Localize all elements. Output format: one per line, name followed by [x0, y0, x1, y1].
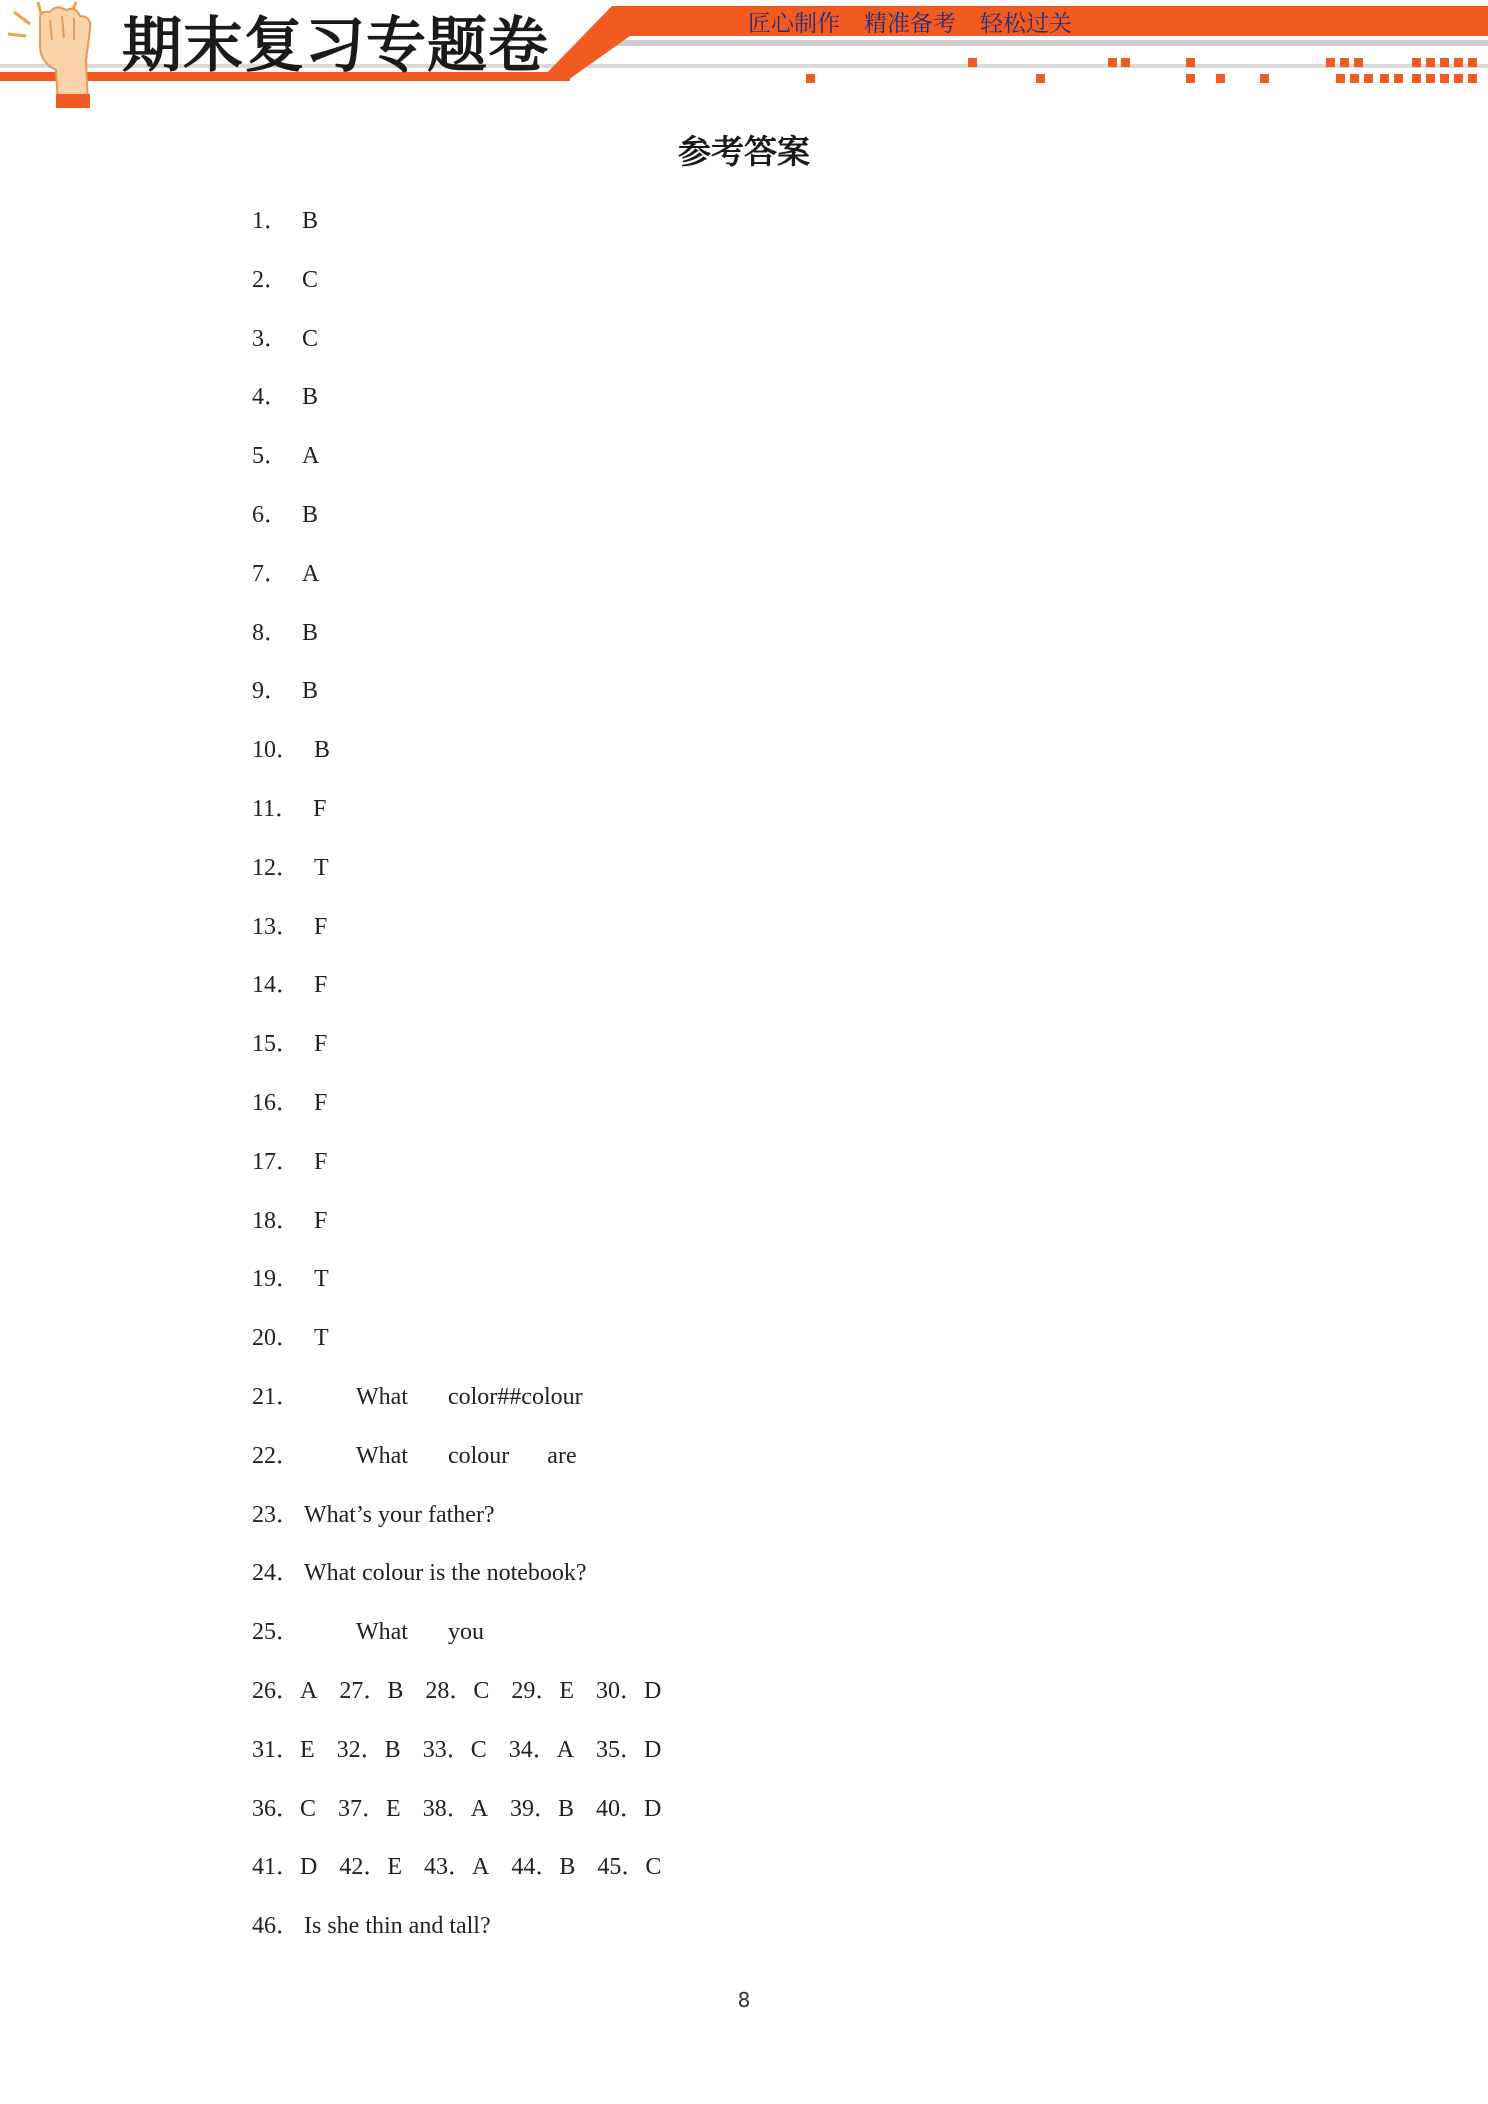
- answer: E: [386, 1795, 401, 1822]
- question-number: 26．: [252, 1677, 300, 1704]
- answer-word: color##colour: [447, 1383, 583, 1410]
- question-number: 1．: [252, 208, 288, 234]
- answer-cell: [596, 1670, 661, 1712]
- list-item: [252, 1317, 683, 1376]
- answer-cell: [338, 1788, 401, 1830]
- answer: B: [559, 1854, 576, 1881]
- question-number: 37．: [338, 1795, 387, 1822]
- question-number: 38．: [422, 1795, 471, 1822]
- answer-word: you: [447, 1619, 484, 1646]
- question-number: 39．: [510, 1795, 559, 1822]
- answer-word: What: [356, 1442, 408, 1469]
- answer: B: [558, 1795, 575, 1822]
- question-number: 18．: [252, 1207, 300, 1234]
- list-item: [252, 670, 683, 729]
- header-tagline: [748, 6, 1072, 42]
- answer: A: [300, 1677, 318, 1704]
- answer-cell: [511, 1846, 575, 1888]
- answer: What colour is the notebook?: [304, 1560, 587, 1587]
- answer: B: [302, 619, 319, 646]
- list-item: [252, 1258, 683, 1317]
- question-number: 11．: [252, 795, 300, 822]
- answer: C: [302, 266, 319, 293]
- answer-list: [252, 200, 683, 1964]
- question-number: 2．: [252, 266, 288, 293]
- answer-cell: [597, 1846, 661, 1888]
- question-number: 41．: [252, 1854, 300, 1881]
- question-number: 16．: [252, 1089, 300, 1116]
- answer: F: [314, 913, 328, 940]
- answer-cell: [252, 1846, 317, 1888]
- tagline-item: 匠心制作: [748, 11, 840, 37]
- answer: A: [556, 1736, 575, 1763]
- question-number: 36．: [252, 1795, 300, 1822]
- question-number: 9．: [252, 678, 288, 705]
- answer: B: [302, 208, 319, 234]
- question-number: 29．: [511, 1677, 560, 1704]
- decor-squares: [806, 58, 1477, 83]
- answer: T: [314, 1266, 329, 1293]
- answer: Is she thin and tall?: [304, 1913, 491, 1940]
- list-item: [252, 612, 683, 671]
- answer-cell: [252, 1729, 315, 1771]
- question-number: 45．: [597, 1854, 646, 1881]
- answer-word: What: [356, 1619, 408, 1646]
- header-title: 期末复习专题卷: [122, 11, 549, 81]
- question-number: 14．: [252, 972, 300, 999]
- question-number: 7．: [252, 560, 288, 587]
- answer-cell: [425, 1670, 489, 1712]
- answer: E: [300, 1736, 315, 1763]
- question-number: 25．: [252, 1619, 300, 1646]
- answer: F: [314, 972, 328, 999]
- list-item: [252, 1494, 683, 1553]
- tagline-item: 轻松过关: [980, 11, 1072, 37]
- answer-cell: [423, 1788, 488, 1830]
- list-item: [252, 1200, 683, 1259]
- answer: B: [387, 1677, 404, 1704]
- list-item: [252, 1141, 683, 1200]
- answer: F: [314, 1207, 328, 1234]
- answer: B: [302, 678, 319, 705]
- question-number: 4．: [252, 384, 288, 411]
- answer-cell: [511, 1670, 574, 1712]
- answer-cell: [337, 1729, 401, 1771]
- question-number: 22．: [252, 1442, 300, 1469]
- answer: F: [313, 795, 327, 822]
- question-number: 33．: [422, 1736, 471, 1763]
- answer-cell: [596, 1788, 661, 1830]
- answer: E: [559, 1677, 575, 1704]
- question-number: 42．: [339, 1854, 388, 1881]
- answer-row: [252, 1788, 683, 1847]
- list-item: [252, 847, 683, 906]
- answer: C: [473, 1677, 490, 1704]
- answer: A: [472, 1854, 490, 1881]
- answer: F: [314, 1089, 328, 1116]
- list-item: [252, 729, 683, 788]
- list-item: [252, 376, 683, 435]
- list-item: [252, 553, 683, 612]
- answer: A: [302, 560, 320, 587]
- list-item: [252, 318, 683, 377]
- question-number: 35．: [596, 1736, 645, 1763]
- answer: C: [302, 325, 319, 352]
- list-item: [252, 1082, 683, 1141]
- answer: B: [302, 384, 319, 411]
- answer-cell: [424, 1846, 489, 1888]
- answer-row: [252, 1846, 683, 1905]
- question-number: 5．: [252, 443, 288, 470]
- answer-word: are: [547, 1442, 577, 1469]
- list-item: [252, 1552, 683, 1611]
- answer: F: [314, 1031, 328, 1058]
- question-number: 24．: [252, 1560, 300, 1587]
- answer: T: [314, 854, 329, 881]
- list-item: [252, 1611, 683, 1670]
- answer: C: [300, 1795, 317, 1822]
- answer-cell: [339, 1670, 403, 1712]
- answer: B: [302, 501, 319, 528]
- answer: A: [470, 1795, 489, 1822]
- list-item: [252, 494, 683, 553]
- list-item: [252, 1376, 683, 1435]
- answer: T: [314, 1325, 329, 1352]
- answer: C: [470, 1736, 487, 1763]
- list-item: [252, 1023, 683, 1082]
- question-number: 34．: [508, 1736, 557, 1763]
- answer-cell: [339, 1846, 402, 1888]
- list-item: [252, 200, 683, 259]
- question-number: 43．: [424, 1854, 473, 1881]
- answer: C: [645, 1854, 662, 1881]
- question-number: 8．: [252, 619, 288, 646]
- answer-word: colour: [447, 1442, 510, 1469]
- list-item: [252, 906, 683, 965]
- answer: E: [387, 1854, 403, 1881]
- list-item: [252, 788, 683, 847]
- answer: D: [644, 1677, 662, 1704]
- question-number: 17．: [252, 1148, 300, 1175]
- question-number: 10．: [252, 737, 300, 764]
- page-title: 参考答案: [678, 132, 810, 171]
- question-number: 15．: [252, 1031, 300, 1058]
- answer: What’s your father?: [304, 1501, 495, 1528]
- question-number: 40．: [596, 1795, 645, 1822]
- question-number: 31．: [252, 1736, 300, 1763]
- question-number: 6．: [252, 501, 288, 528]
- answer-row: [252, 1670, 683, 1729]
- answer: F: [314, 1148, 328, 1175]
- answer-row: [252, 1729, 683, 1788]
- answer-cell: [252, 1788, 316, 1830]
- answer-cell: [596, 1729, 661, 1771]
- answer-cell: [510, 1788, 574, 1830]
- question-number: 21．: [252, 1383, 300, 1410]
- answer-cell: [423, 1729, 487, 1771]
- answer-word: What: [356, 1383, 408, 1410]
- list-item: [252, 1435, 683, 1494]
- question-number: 44．: [511, 1854, 560, 1881]
- question-number: 30．: [596, 1677, 645, 1704]
- answer: D: [644, 1736, 662, 1763]
- list-item: [252, 964, 683, 1023]
- question-number: 27．: [339, 1677, 388, 1704]
- tagline-item: 精准备考: [864, 11, 956, 37]
- question-number: 23．: [252, 1501, 300, 1528]
- question-number: 19．: [252, 1266, 300, 1293]
- answer: D: [644, 1795, 662, 1822]
- answer-cell: [252, 1670, 317, 1712]
- question-number: 20．: [252, 1325, 300, 1352]
- answer: B: [314, 737, 331, 764]
- question-number: 12．: [252, 854, 300, 881]
- question-number: 46．: [252, 1913, 300, 1940]
- list-item: [252, 1905, 683, 1964]
- answer-cell: [509, 1729, 574, 1771]
- answer: D: [300, 1854, 318, 1881]
- page-header: [0, 0, 1488, 110]
- list-item: [252, 259, 683, 318]
- fist-icon: [8, 2, 90, 108]
- question-number: 3．: [252, 325, 288, 352]
- page-number: 8: [737, 1988, 751, 2012]
- question-number: 28．: [425, 1677, 474, 1704]
- question-number: 13．: [252, 913, 300, 940]
- answer: A: [302, 443, 320, 470]
- answer: B: [384, 1736, 401, 1763]
- question-number: 32．: [336, 1736, 385, 1763]
- list-item: [252, 435, 683, 494]
